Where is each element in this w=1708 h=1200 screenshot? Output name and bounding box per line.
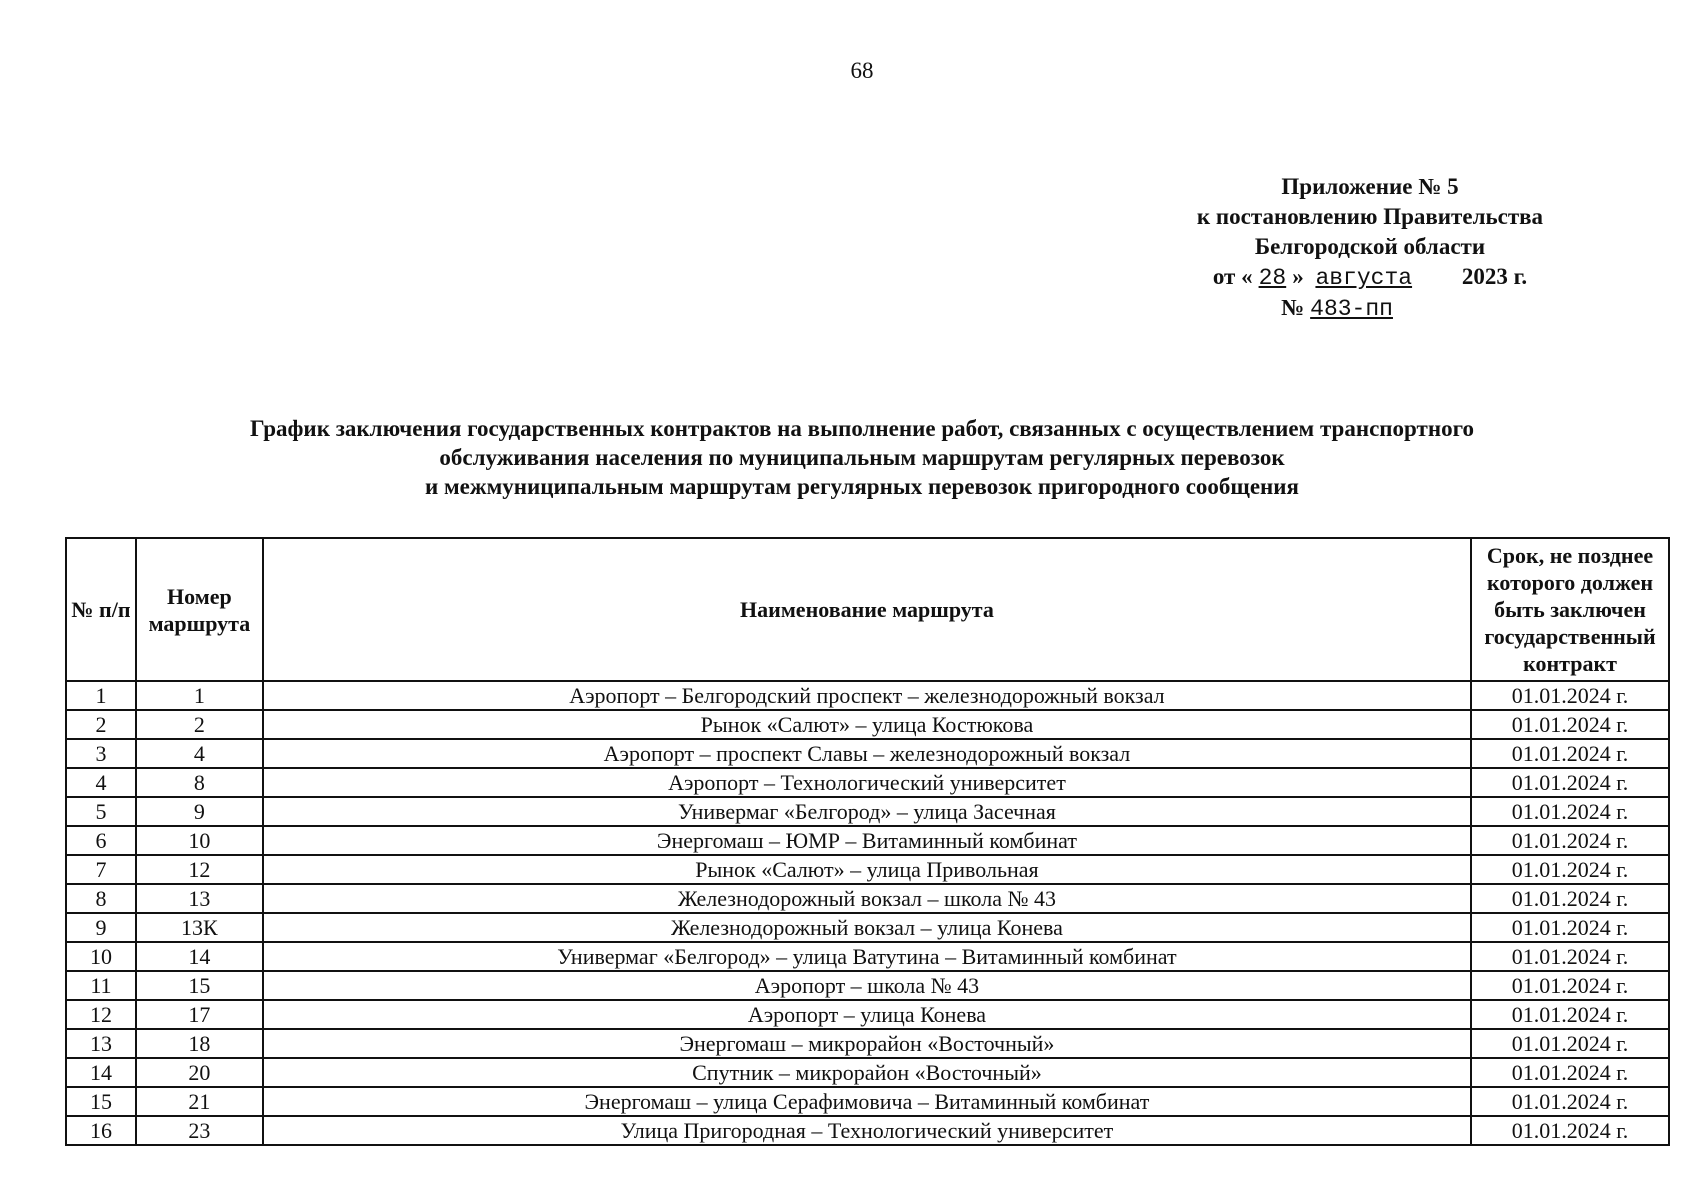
cell-route-name: Рынок «Салют» – улица Костюкова [263,710,1471,739]
title-line-3: и межмуниципальным маршрутам регулярных перевозок пригородного сообщения [425,474,1299,499]
cell-route-name: Рынок «Салют» – улица Привольная [263,855,1471,884]
header-route-number: Номер маршрута [136,538,263,681]
table-row [66,942,1669,971]
cell-route-number: 14 [136,942,263,971]
cell-route-number: 10 [136,826,263,855]
date-day: 28 [1258,265,1287,291]
cell-deadline: 01.01.2024 г. [1471,826,1669,855]
date-month: августа [1315,265,1413,291]
cell-num: 2 [66,710,136,739]
contracts-schedule-table [65,537,1670,1146]
cell-deadline: 01.01.2024 г. [1471,1029,1669,1058]
cell-route-number: 4 [136,739,263,768]
cell-deadline: 01.01.2024 г. [1471,942,1669,971]
cell-route-name: Энергомаш – ЮМР – Витаминный комбинат [263,826,1471,855]
cell-num: 10 [66,942,136,971]
title-line-2: обслуживания населения по муниципальным маршрутам регулярных перевозок [439,445,1285,470]
cell-num: 13 [66,1029,136,1058]
table-row [66,826,1669,855]
cell-route-number: 23 [136,1116,263,1145]
appendix-line-1: Приложение № 5 [1281,174,1459,199]
header-deadline: Срок, не позднее которого должен быть заключен государственный контракт [1471,538,1669,681]
appendix-block [1150,172,1590,324]
title-line-1: График заключения государственных контрактов на выполнение работ, связанных с осуществлением транспортного [250,416,1474,441]
cell-route-name: Железнодорожный вокзал – улица Конева [263,913,1471,942]
table-row [66,913,1669,942]
appendix-line-3: Белгородской области [1254,234,1486,259]
table-row [66,739,1669,768]
cell-route-number: 9 [136,797,263,826]
cell-route-name: Железнодорожный вокзал – школа № 43 [263,884,1471,913]
cell-deadline: 01.01.2024 г. [1471,710,1669,739]
table-body [66,681,1669,1145]
cell-num: 12 [66,1000,136,1029]
page-number: 68 [850,58,874,83]
table-row [66,855,1669,884]
cell-deadline: 01.01.2024 г. [1471,739,1669,768]
cell-route-number: 1 [136,681,263,710]
table-row [66,1087,1669,1116]
cell-route-number: 21 [136,1087,263,1116]
cell-route-name: Улица Пригородная – Технологический университет [263,1116,1471,1145]
cell-num: 7 [66,855,136,884]
cell-deadline: 01.01.2024 г. [1471,768,1669,797]
cell-route-number: 20 [136,1058,263,1087]
header-num: № п/п [66,538,136,681]
cell-num: 3 [66,739,136,768]
table-row [66,1029,1669,1058]
cell-num: 1 [66,681,136,710]
cell-num: 14 [66,1058,136,1087]
header-route-name: Наименование маршрута [263,538,1471,681]
table-row [66,710,1669,739]
cell-route-number: 13К [136,913,263,942]
cell-num: 5 [66,797,136,826]
cell-deadline: 01.01.2024 г. [1471,797,1669,826]
cell-route-name: Универмаг «Белгород» – улица Ватутина – Витаминный комбинат [263,942,1471,971]
table-row [66,884,1669,913]
date-mid: » [1292,264,1304,289]
cell-num: 11 [66,971,136,1000]
cell-deadline: 01.01.2024 г. [1471,971,1669,1000]
table-row [66,1058,1669,1087]
cell-route-number: 12 [136,855,263,884]
cell-deadline: 01.01.2024 г. [1471,855,1669,884]
cell-route-number: 2 [136,710,263,739]
date-year: 2023 г. [1461,264,1528,289]
cell-route-name: Энергомаш – микрорайон «Восточный» [263,1029,1471,1058]
table-row [66,681,1669,710]
cell-route-name: Аэропорт – школа № 43 [263,971,1471,1000]
table-row [66,971,1669,1000]
number-prefix: № [1281,295,1305,320]
cell-route-number: 8 [136,768,263,797]
cell-route-number: 13 [136,884,263,913]
cell-deadline: 01.01.2024 г. [1471,681,1669,710]
cell-route-number: 15 [136,971,263,1000]
number-value: 483-пп [1310,296,1393,322]
cell-route-name: Аэропорт – Технологический университет [263,768,1471,797]
appendix-number-line [1150,293,1590,324]
table-row [66,768,1669,797]
appendix-line-2: к постановлению Правительства [1196,204,1544,229]
document-title [0,414,1708,501]
cell-route-name: Аэропорт – улица Конева [263,1000,1471,1029]
table-row [66,1000,1669,1029]
cell-route-name: Аэропорт – Белгородский проспект – железнодорожный вокзал [263,681,1471,710]
cell-route-name: Энергомаш – улица Серафимовича – Витаминный комбинат [263,1087,1471,1116]
cell-route-number: 18 [136,1029,263,1058]
cell-route-number: 17 [136,1000,263,1029]
cell-num: 9 [66,913,136,942]
cell-deadline: 01.01.2024 г. [1471,1087,1669,1116]
appendix-date-line [1150,262,1590,293]
cell-route-name: Спутник – микрорайон «Восточный» [263,1058,1471,1087]
cell-deadline: 01.01.2024 г. [1471,1058,1669,1087]
table-row [66,1116,1669,1145]
cell-num: 15 [66,1087,136,1116]
cell-route-name: Универмаг «Белгород» – улица Засечная [263,797,1471,826]
table-header-row [66,538,1669,681]
cell-num: 4 [66,768,136,797]
cell-num: 16 [66,1116,136,1145]
cell-num: 6 [66,826,136,855]
cell-deadline: 01.01.2024 г. [1471,1116,1669,1145]
table-row [66,797,1669,826]
cell-deadline: 01.01.2024 г. [1471,913,1669,942]
cell-route-name: Аэропорт – проспект Славы – железнодорожный вокзал [263,739,1471,768]
cell-deadline: 01.01.2024 г. [1471,1000,1669,1029]
cell-num: 8 [66,884,136,913]
cell-deadline: 01.01.2024 г. [1471,884,1669,913]
date-prefix: от « [1212,264,1253,289]
